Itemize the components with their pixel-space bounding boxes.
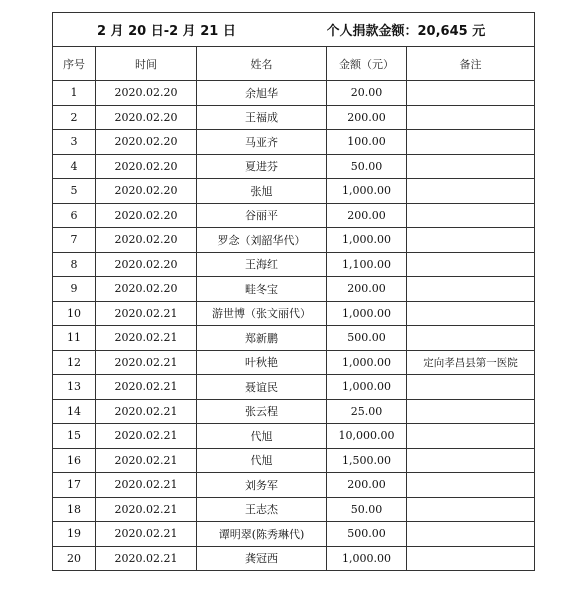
table-row — [53, 546, 535, 571]
cell-note — [407, 228, 535, 253]
cell-name: 张云程 — [197, 399, 327, 424]
cell-amount: 1,000.00 — [327, 228, 407, 253]
cell-no: 17 — [53, 473, 96, 498]
cell-note — [407, 546, 535, 571]
cell-note — [407, 301, 535, 326]
cell-note — [407, 105, 535, 130]
cell-note — [407, 448, 535, 473]
cell-no: 18 — [53, 497, 96, 522]
cell-note: 定向孝昌县第一医院 — [407, 350, 535, 375]
cell-amount: 10,000.00 — [327, 424, 407, 449]
cell-name: 代旭 — [197, 448, 327, 473]
header-row — [53, 47, 535, 81]
table-row — [53, 203, 535, 228]
cell-name: 夏进芬 — [197, 154, 327, 179]
cell-date: 2020.02.20 — [96, 203, 197, 228]
cell-amount: 500.00 — [327, 326, 407, 351]
table-row — [53, 399, 535, 424]
cell-amount: 200.00 — [327, 105, 407, 130]
cell-date: 2020.02.20 — [96, 228, 197, 253]
cell-name: 聂谊民 — [197, 375, 327, 400]
cell-no: 4 — [53, 154, 96, 179]
date-range-title: 2 月 20 日-2 月 21 日 — [53, 13, 327, 47]
cell-amount: 20.00 — [327, 81, 407, 106]
cell-date: 2020.02.20 — [96, 277, 197, 302]
cell-name: 罗念（刘韶华代） — [197, 228, 327, 253]
table-row — [53, 252, 535, 277]
cell-amount: 200.00 — [327, 277, 407, 302]
cell-amount: 50.00 — [327, 497, 407, 522]
cell-note — [407, 424, 535, 449]
cell-amount: 1,000.00 — [327, 179, 407, 204]
col-header-name: 姓名 — [197, 47, 327, 81]
cell-no: 5 — [53, 179, 96, 204]
cell-date: 2020.02.21 — [96, 399, 197, 424]
cell-date: 2020.02.21 — [96, 375, 197, 400]
table-row — [53, 497, 535, 522]
col-header-note: 备注 — [407, 47, 535, 81]
cell-date: 2020.02.20 — [96, 105, 197, 130]
table-row — [53, 301, 535, 326]
cell-date: 2020.02.20 — [96, 154, 197, 179]
total-amount-title: 个人捐款金额：20,645 元 — [327, 13, 535, 47]
table-row — [53, 81, 535, 106]
cell-note — [407, 277, 535, 302]
table-row — [53, 179, 535, 204]
cell-date: 2020.02.21 — [96, 522, 197, 547]
table-row — [53, 326, 535, 351]
cell-no: 13 — [53, 375, 96, 400]
cell-note — [407, 375, 535, 400]
table-row — [53, 277, 535, 302]
cell-name: 马亚齐 — [197, 130, 327, 155]
cell-no: 2 — [53, 105, 96, 130]
cell-date: 2020.02.20 — [96, 81, 197, 106]
cell-note — [407, 326, 535, 351]
cell-no: 1 — [53, 81, 96, 106]
table-row — [53, 130, 535, 155]
cell-date: 2020.02.20 — [96, 179, 197, 204]
cell-name: 代旭 — [197, 424, 327, 449]
cell-name: 谷丽平 — [197, 203, 327, 228]
cell-no: 3 — [53, 130, 96, 155]
cell-name: 王志杰 — [197, 497, 327, 522]
col-header-amount: 金额（元） — [327, 47, 407, 81]
cell-no: 12 — [53, 350, 96, 375]
cell-date: 2020.02.20 — [96, 252, 197, 277]
cell-note — [407, 252, 535, 277]
cell-date: 2020.02.21 — [96, 448, 197, 473]
cell-date: 2020.02.21 — [96, 301, 197, 326]
cell-note — [407, 522, 535, 547]
cell-name: 畦冬宝 — [197, 277, 327, 302]
cell-date: 2020.02.21 — [96, 473, 197, 498]
cell-amount: 200.00 — [327, 203, 407, 228]
cell-no: 6 — [53, 203, 96, 228]
cell-amount: 500.00 — [327, 522, 407, 547]
cell-amount: 1,000.00 — [327, 350, 407, 375]
table-row — [53, 448, 535, 473]
cell-no: 19 — [53, 522, 96, 547]
cell-no: 9 — [53, 277, 96, 302]
table-body — [53, 81, 535, 571]
table-row — [53, 375, 535, 400]
cell-amount: 100.00 — [327, 130, 407, 155]
cell-no: 11 — [53, 326, 96, 351]
cell-date: 2020.02.21 — [96, 497, 197, 522]
cell-no: 15 — [53, 424, 96, 449]
cell-no: 14 — [53, 399, 96, 424]
table-row — [53, 105, 535, 130]
cell-amount: 1,000.00 — [327, 301, 407, 326]
cell-note — [407, 179, 535, 204]
cell-no: 20 — [53, 546, 96, 571]
cell-note — [407, 81, 535, 106]
cell-date: 2020.02.21 — [96, 326, 197, 351]
table-row — [53, 350, 535, 375]
cell-note — [407, 399, 535, 424]
cell-name: 龚冠西 — [197, 546, 327, 571]
cell-no: 16 — [53, 448, 96, 473]
cell-name: 余旭华 — [197, 81, 327, 106]
table-row — [53, 154, 535, 179]
cell-name: 游世博（张文丽代） — [197, 301, 327, 326]
cell-amount: 1,000.00 — [327, 546, 407, 571]
cell-amount: 1,100.00 — [327, 252, 407, 277]
table-row — [53, 424, 535, 449]
cell-note — [407, 130, 535, 155]
cell-amount: 1,000.00 — [327, 375, 407, 400]
cell-note — [407, 473, 535, 498]
cell-name: 张旭 — [197, 179, 327, 204]
cell-note — [407, 203, 535, 228]
cell-note — [407, 497, 535, 522]
cell-no: 7 — [53, 228, 96, 253]
cell-name: 谭明翠(陈秀琳代) — [197, 522, 327, 547]
donation-table — [52, 12, 535, 571]
cell-date: 2020.02.21 — [96, 424, 197, 449]
cell-date: 2020.02.20 — [96, 130, 197, 155]
cell-no: 8 — [53, 252, 96, 277]
table-row — [53, 522, 535, 547]
cell-date: 2020.02.21 — [96, 350, 197, 375]
cell-amount: 200.00 — [327, 473, 407, 498]
table-row — [53, 473, 535, 498]
donation-sheet — [52, 12, 534, 571]
cell-amount: 50.00 — [327, 154, 407, 179]
title-row — [53, 13, 535, 47]
cell-no: 10 — [53, 301, 96, 326]
cell-name: 王福成 — [197, 105, 327, 130]
col-header-no: 序号 — [53, 47, 96, 81]
cell-amount: 25.00 — [327, 399, 407, 424]
table-row — [53, 228, 535, 253]
col-header-date: 时间 — [96, 47, 197, 81]
cell-date: 2020.02.21 — [96, 546, 197, 571]
cell-name: 叶秋艳 — [197, 350, 327, 375]
cell-note — [407, 154, 535, 179]
cell-name: 郑新鹏 — [197, 326, 327, 351]
cell-amount: 1,500.00 — [327, 448, 407, 473]
cell-name: 刘务军 — [197, 473, 327, 498]
cell-name: 王海红 — [197, 252, 327, 277]
